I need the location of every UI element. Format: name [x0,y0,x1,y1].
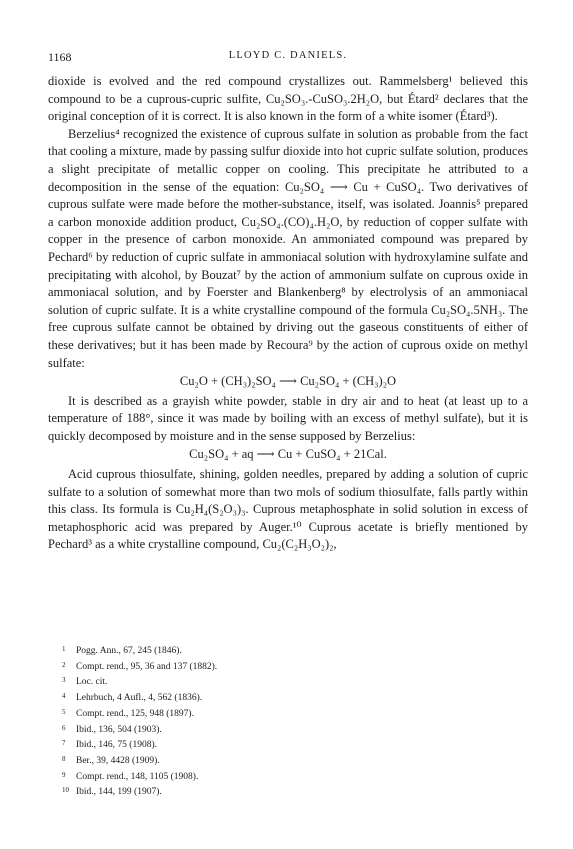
article-body [48,73,528,554]
footnote: 5 Compt. rend., 125, 948 (1897). [62,707,194,719]
footnote: 8 Ber., 39, 4428 (1909). [62,754,160,766]
page-number: 1168 [48,50,72,64]
paragraph-berzelius: Berzelius⁴ recognized the existence of cuprous sulfate in solution as probable from the fact that cooling a mixture, made by passing sulfur dioxide into hot cupric sulfate solution, produces a slight precipitate of metallic copper on cooling. This precipitate he attributed to a decomposition in the sense of the equation: Cu₂SO₄ ⟶ Cu + CuSO₄. Two derivatives of cuprous sulfate were made before the mother-substance, itself, was isolated. Joannis⁵ prepared a carbon monoxide addition product, Cu₂SO₄.(CO)₄.H₂O, by reduction of copper sulfate with copper in the presence of carbon monoxide. An ammoniated compound was prepared by Pechard⁶ by reduction of cupric sulfate in ammoniacal solution with hydroxylamine sulfate and precipitating with alcohol, by Bouzat⁷ by the action of ammonium sulfate on cuprous oxide in ammoniacal solution, and by Foerster and Blankenberg⁸ by electrolysis of an ammoniacal solution of cupric sulfate. It is a white crystalline compound of the formula Cu₂SO₄.5NH₃. The free cuprous sulfate cannot be obtained by driving out the gaseous constituents of either of these derivatives; but it has been made by Recoura⁹ by the action of cuprous oxide on methyl sulfate: [48,126,528,370]
paragraph-thiosulfate: Acid cuprous thiosulfate, shining, golden needles, prepared by adding a solution of cupric sulfate to a solution of somewhat more than two mols of sodium thiosulfate, falls partly within this class. Its formula is Cu₂H₄(S₂O₃)₃. Cuprous metaphosphate in solid solution in excess of metaphosphoric acid was prepared by Auger.¹⁰ Cuprous acetate is briefly mentioned by Pechard³ as a white crystalline compound, Cu₂(C₂H₃O₂)₂, [48,467,528,552]
footnote: 1 Pogg. Ann., 67, 245 (1846). [62,645,182,656]
equation-recoura: Cu₂O + (CH₃)₂SO₄ ⟶ Cu₂SO₄ + (CH₃)₂O [179,374,397,389]
footnote: 9 Compt. rend., 148, 1105 (1908). [62,770,199,782]
equation-decomposition: Cu₂SO₄ + aq ⟶ Cu + CuSO₄ + 21Cal. [189,447,387,462]
footnotes [62,643,522,800]
footnote: 4 Lehrbuch, 4 Aufl., 4, 562 (1836). [62,692,203,704]
footnote: 2 Compt. rend., 95, 36 and 137 (1882). [62,660,218,672]
page-header [48,50,528,66]
footnote: 6 Ibid., 136, 504 (1903). [62,723,162,735]
footnote: 7 Ibid., 146, 75 (1908). [62,739,158,751]
footnote: 3 Loc. cit. [62,676,108,688]
paragraph-continuation: dioxide is evolved and the red compound crystallizes out. Rammelsberg¹ believed this compound to be a cuprous-cupric sulfite, Cu₂SO₃.-CuSO₃.2H₂O, but Étard² declares that the original conception of it is correct. It is also known in the form of a white isomer (Étard³). [48,74,528,124]
paragraph-description: It is described as a grayish white powder, stable in dry air and to heat (at least up to a temperature of 188°, since it was made by boiling with an excess of methyl sulfate), but it is quickly decomposed by moisture and in the sense supposed by Berzelius: [48,393,528,443]
running-head: LLOYD C. DANIELS. [228,50,348,61]
footnote: 10 Ibid., 144, 199 (1907). [62,786,162,798]
